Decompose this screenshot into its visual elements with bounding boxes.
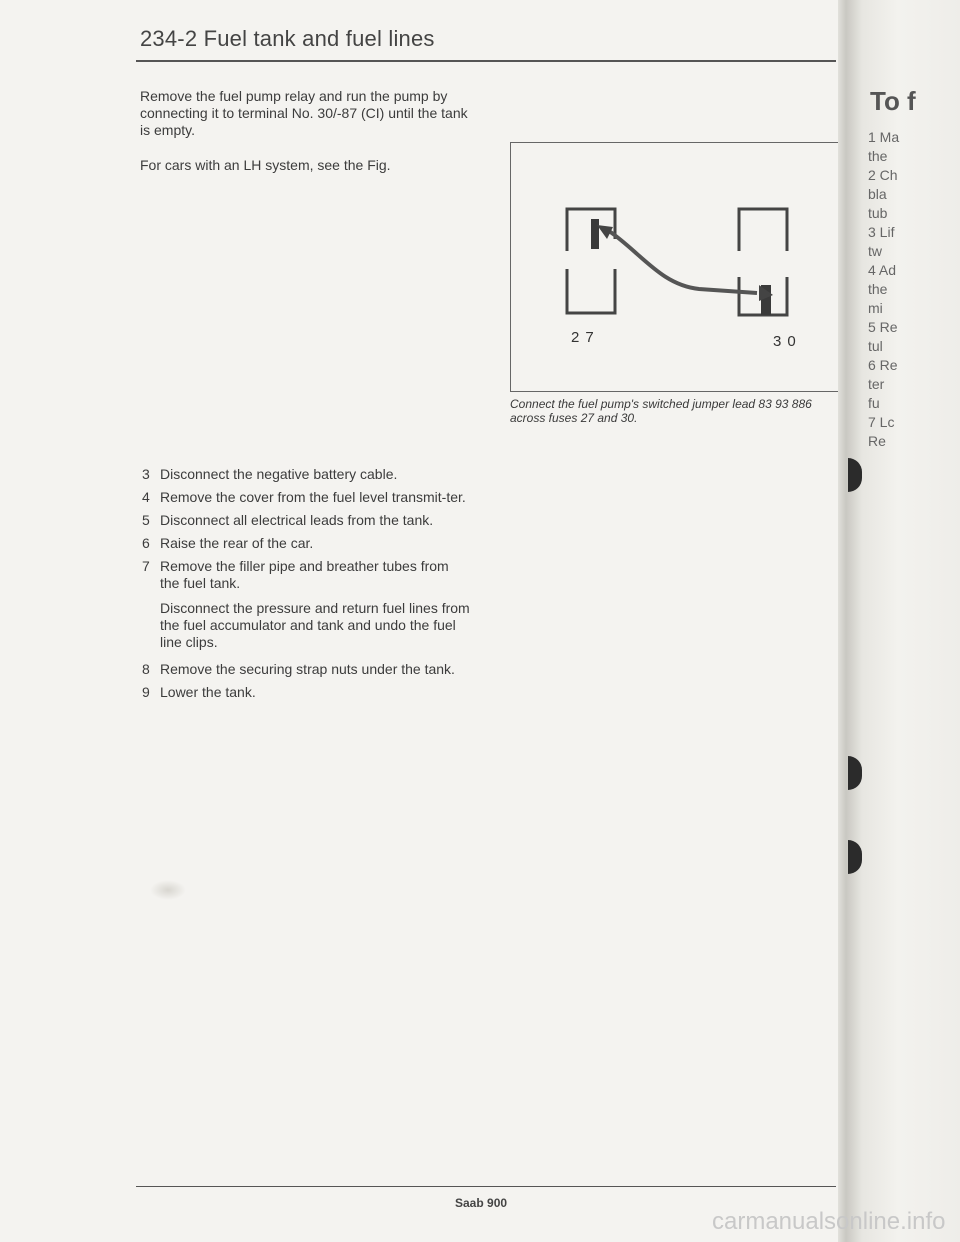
header-divider [136,60,836,62]
intro-paragraph: Remove the fuel pump relay and run the pump by connecting it to terminal No. 30/-87 (CI) until the tank is empty. [140,88,468,138]
step-text: Remove the filler pipe and breather tubes from the fuel tank. [160,558,449,591]
step-number: 6 [142,535,150,551]
adjacent-line: ter [868,376,885,392]
adjacent-line: 2 Ch [868,167,898,183]
adjacent-line: mi [868,300,883,316]
step-text: Raise the rear of the car. [160,535,314,551]
figure-caption: Connect the fuel pump's switched jumper lead 83 93 886 across fuses 27 and 30. [510,397,812,425]
step-note: Disconnect the pressure and return fuel lines from the fuel accumulator and tank and undo the fuel line clips. [160,600,470,650]
page-smudge [150,880,186,900]
step-item [142,512,472,529]
adjacent-line: tub [868,205,888,221]
adjacent-line: fu [868,395,880,411]
step-number: 5 [142,512,150,528]
adjacent-line: 1 Ma [868,129,900,145]
adjacent-line: 3 Lif [868,224,895,240]
page-title: 234-2 Fuel tank and fuel lines [140,26,435,51]
step-text: Disconnect all electrical leads from the tank. [160,512,434,528]
intro-note: For cars with an LH system, see the Fig. [140,157,391,173]
fuse-30-label: 30 [773,333,802,350]
step-item [142,535,472,552]
adjacent-line: tw [868,243,882,259]
adjacent-line: the [868,281,888,297]
adjacent-line: tul [868,338,883,354]
adjacent-line: 6 Re [868,357,898,373]
adjacent-page-text [868,128,899,451]
adjacent-line: 4 Ad [868,262,897,278]
fuse-diagram [511,143,843,391]
adjacent-line: Re [868,433,886,449]
step-number: 9 [142,684,150,700]
step-item [142,489,472,506]
step-item [142,684,472,701]
adjacent-page-heading: To f [870,86,916,116]
step-number: 4 [142,489,150,505]
step-item [142,661,472,678]
step-text: Remove the securing strap nuts under the tank. [160,661,455,677]
procedure-steps [142,466,472,707]
footer-divider [136,1186,836,1187]
step-number: 3 [142,466,150,482]
footer-text: Saab 900 [455,1196,508,1210]
adjacent-line: the [868,148,888,164]
adjacent-line: 7 Lc [868,414,895,430]
adjacent-line: 5 Re [868,319,898,335]
fuse-figure [510,142,843,392]
step-item [142,558,472,592]
step-item [142,466,472,483]
step-text: Remove the cover from the fuel level transmit-ter. [160,489,466,505]
adjacent-line: bla [868,186,887,202]
step-number: 7 [142,558,150,574]
watermark: carmanualsonline.info [712,1208,946,1235]
jumper-lead [609,231,757,293]
step-number: 8 [142,661,150,677]
step-text: Lower the tank. [160,684,256,700]
fuse-27-label: 27 [571,329,600,346]
step-text: Disconnect the negative battery cable. [160,466,398,482]
